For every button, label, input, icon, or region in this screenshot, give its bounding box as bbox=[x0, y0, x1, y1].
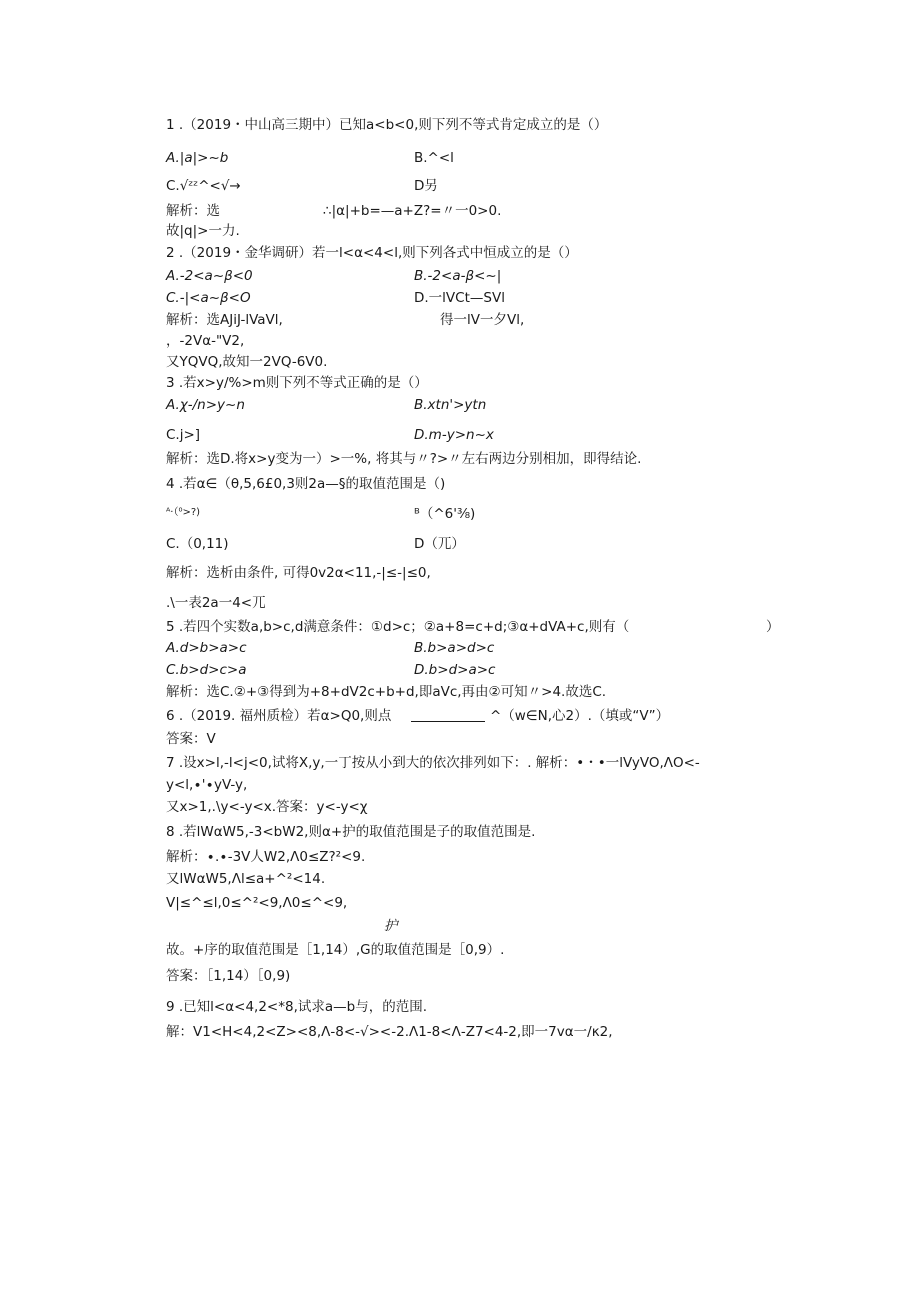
q5-option-c: C.b>d>c>a bbox=[166, 662, 247, 678]
q4-stem: 4 .若α∈（θ,5,6£0,3则2a—§的取值范围是（) bbox=[166, 476, 446, 492]
q6-stem: 6 .（2019. 福州质检）若α>Q0,则点 bbox=[166, 708, 392, 724]
q1-solution-derivation: ∴|α|+b=—a+Z?=〃一0>0. bbox=[323, 203, 502, 219]
q3-stem: 3 .若x>y/%>m则下列不等式正确的是（） bbox=[166, 375, 428, 391]
q1-option-d: D另 bbox=[414, 178, 438, 194]
q6-stem-end: ^（w∈N,心2）.（填或“V”） bbox=[490, 708, 670, 724]
q7-answer: 又x>1,.\y<-y<x.答案：y<-y<χ bbox=[166, 799, 368, 815]
q1-option-b: B.^<l bbox=[414, 150, 454, 166]
q4-option-a: ᴬ·（⁰>?) bbox=[166, 507, 201, 518]
q1-option-c: C.√ᶻᶻ^<√→ bbox=[166, 178, 241, 194]
q8-stem: 8 .若lWαW5,-3<bW2,则α+护的取值范围是子的取值范围是. bbox=[166, 824, 536, 840]
q5-option-d: D.b>d>a>c bbox=[414, 662, 496, 678]
q4-option-b: ᴮ（^6'⅜) bbox=[414, 506, 476, 522]
q9-stem: 9 .已知l<α<4,2<*8,试求a—b与，的范围. bbox=[166, 999, 427, 1015]
q6-answer-blank bbox=[411, 721, 485, 722]
q1-option-a: A.|a|>~b bbox=[166, 150, 229, 166]
q8-solution-line2: 又lWαW5,Λl≤a+^²<14. bbox=[166, 871, 326, 887]
q5-option-a: A.d>b>a>c bbox=[166, 640, 247, 656]
q8-solution-line3: V|≤^≤l,0≤^²<9,Λ0≤^<9, bbox=[166, 895, 348, 911]
q2-solution-start: 解析：选AJiJ-lVaVl, bbox=[166, 312, 283, 328]
q1-conclusion: 故|q|>一力. bbox=[166, 223, 240, 239]
q3-option-c: C.j>] bbox=[166, 427, 201, 443]
q4-conclusion: .\一表2a一4<兀 bbox=[166, 595, 266, 611]
q2-solution-line2: ，-2Vα-"V2, bbox=[166, 333, 245, 349]
q4-option-c: C.（0,11) bbox=[166, 536, 229, 552]
q8-answer: 答案：［1,14）［0,9) bbox=[166, 968, 291, 984]
q1-solution-start: 解析：选 bbox=[166, 203, 220, 219]
q9-solution: 解：V1<H<4,2<Z><8,Λ-8<-√><-2.Λ1-8<Λ-Z7<4-2,即一7vα一/κ2, bbox=[166, 1024, 613, 1040]
q5-stem: 5 .若四个实数a,b>c,d满意条件：①d>c；②a+8=c+d;③α+dVA+c,则有（ bbox=[166, 619, 630, 635]
q2-option-b: B.-2<a-β<~| bbox=[414, 268, 502, 284]
q8-solution-line1: 解析：∙.∙-3V人W2,Λ0≤Z?²<9. bbox=[166, 849, 366, 865]
q3-solution: 解析：选D.将x>y变为一）>一%, 将其与〃?>〃左右两边分别相加，即得结论. bbox=[166, 451, 642, 467]
q3-option-a: A.χ-/n>y~n bbox=[166, 397, 245, 413]
q2-solution-derivation: 得一lV一夕Vl, bbox=[440, 312, 525, 328]
q5-option-b: B.b>a>d>c bbox=[414, 640, 495, 656]
q5-stem-bracket: ） bbox=[766, 619, 780, 635]
q8-solution-line4: 故。+序的取值范围是［1,14）,G的取值范围是［0,9）. bbox=[166, 942, 505, 958]
q4-option-d: D（兀） bbox=[414, 536, 465, 552]
q1-stem: 1 .（2019・中山高三期中）已知a<b<0,则下列不等式肯定成立的是（） bbox=[166, 117, 608, 133]
q3-option-b: B.xtn'>ytn bbox=[414, 397, 487, 413]
q3-option-d: D.m-y>n~x bbox=[414, 427, 494, 443]
q2-option-c: C.-|<a~β<O bbox=[166, 290, 251, 306]
q4-solution: 解析：选析由条件, 可得0v2α<11,-|≤-|≤0, bbox=[166, 565, 431, 581]
q5-solution: 解析：选C.②+③得到为+8+dV2c+b+d,即aVc,再由②可知〃>4.故选C. bbox=[166, 684, 607, 700]
q8-fragment: 护 bbox=[384, 918, 398, 934]
q2-option-d: D.一lVCt—SVl bbox=[414, 290, 505, 306]
q2-solution-line3: 又YQVQ,故知一2VQ-6V0. bbox=[166, 354, 328, 370]
q2-stem: 2 .（2019・金华调研）若一l<α<4<l,则下列各式中恒成立的是（） bbox=[166, 245, 578, 261]
q7-stem: 7 .设x>l,-l<j<0,试将X,y,一丁按从小到大的依次排列如下：. 解析：•・•一lVyVO,ΛO<- bbox=[166, 755, 700, 771]
q7-solution-line2: y<l,∙'∙yV-y, bbox=[166, 777, 248, 793]
q2-option-a: A.-2<a~β<0 bbox=[166, 268, 253, 284]
q6-answer: 答案：V bbox=[166, 731, 216, 747]
